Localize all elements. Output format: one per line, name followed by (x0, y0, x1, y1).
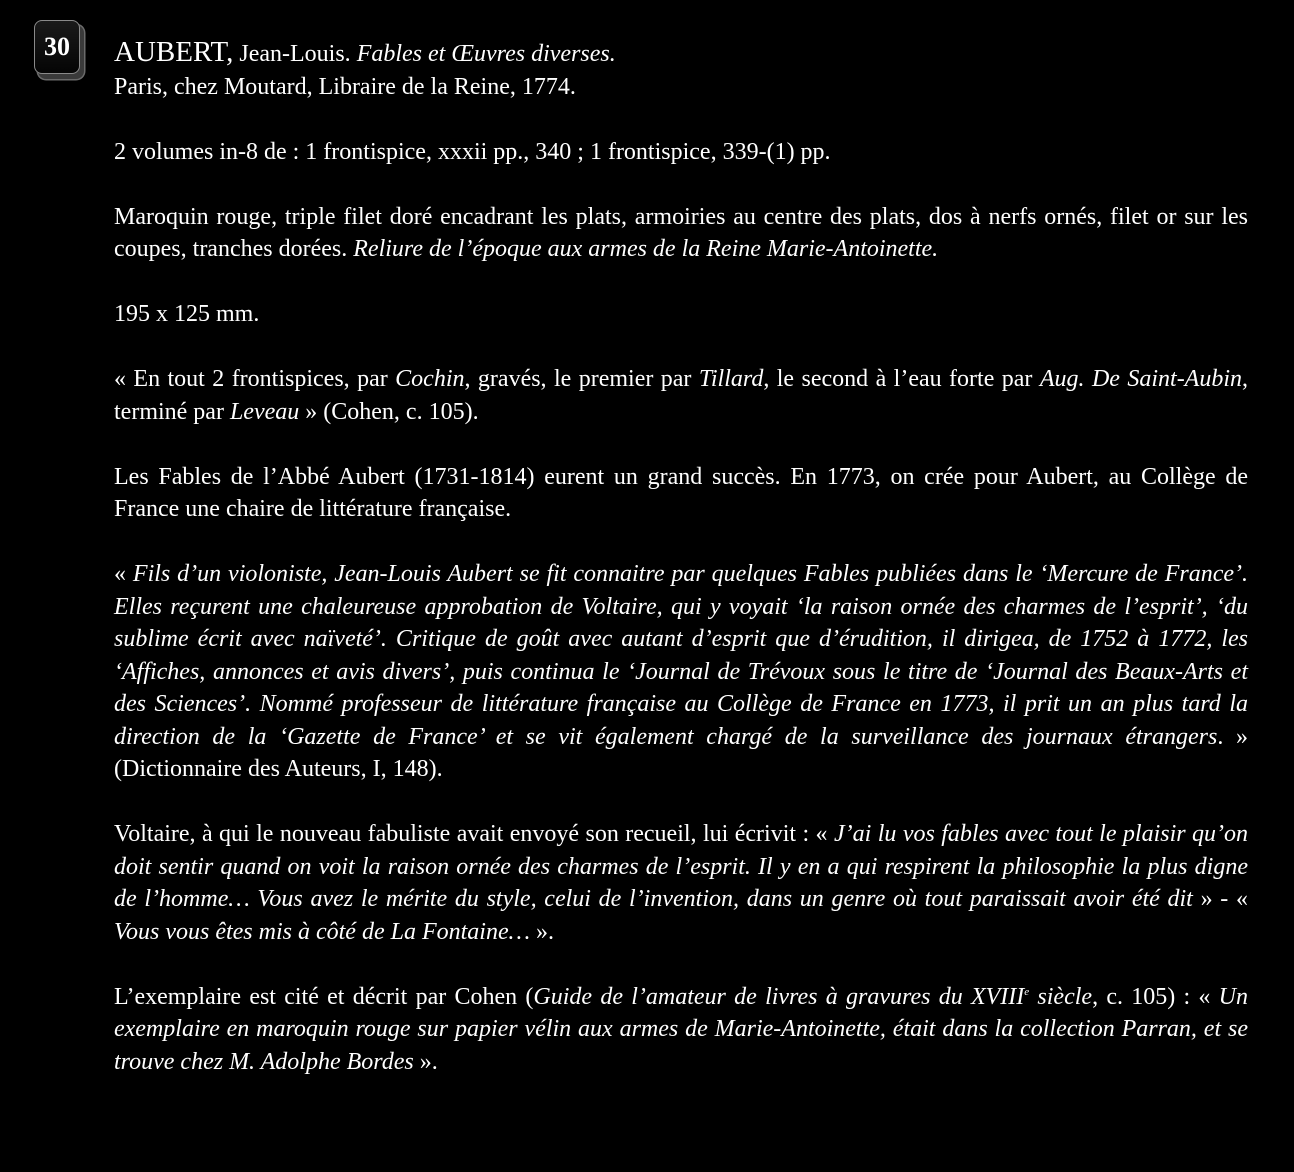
binding-italic: Reliure de l’époque aux armes de la Reine Marie-Antoinette. (353, 236, 939, 262)
entry-heading (114, 36, 1248, 71)
cohen-title: Guide de l’amateur de livres à gravures du XVIII (533, 983, 1025, 1010)
frontispieces-text: « En tout 2 frontispices, par (114, 366, 396, 392)
lot-number-badge (34, 20, 80, 74)
author-given-name: Jean-Louis. (233, 41, 357, 67)
cohen-text: ». (413, 1048, 438, 1075)
cohen-text: L’exemplaire est cité et décrit par Cohen ( (114, 983, 534, 1010)
frontispieces-note (114, 363, 1248, 428)
collation: 2 volumes in-8 de : 1 frontispice, xxxii pp., 340 ; 1 frontispice, 339-(1) pp. (114, 138, 831, 165)
artist-name: Leveau (229, 398, 300, 425)
fables-note: Les Fables de l’Abbé Aubert (1731-1814) eurent un grand succès. En 1773, on crée pour Aubert, au Collège de France une chaire de littérature française. (114, 463, 1248, 522)
binding-text: Maroquin rouge, triple filet doré encadrant les plats, armoiries au centre des plats, dos à nerfs ornés, filet or sur les coupes, tranches dorées. (114, 203, 1248, 262)
dictionary-quote (114, 558, 1248, 786)
dimensions: 195 x 125 mm. (114, 301, 260, 327)
cohen-title: siècle (1029, 983, 1093, 1010)
quote-close: . » (Dictionnaire des Auteurs, I, 148). (114, 723, 1249, 782)
voltaire-quote: J’ai lu vos fables avec tout le plaisir qu’on doit sentir quand on voit la raison ornée des charmes de l’esprit. Il y en a qui respirent la philosophie la plus digne de l’homme… Vous avez le mérite du style, celui de l’invention, dans un genre où tout paraissait avoir été dit (114, 821, 1249, 912)
voltaire-text: Voltaire, à qui le nouveau fabuliste avait envoyé son recueil, lui écrivit : « (114, 821, 834, 847)
artist-name: Aug. De Saint-Aubin (1039, 366, 1243, 392)
frontispieces-text: , terminé par (114, 366, 1249, 425)
voltaire-quote: Vous vous êtes mis à côté de La Fontaine… (114, 918, 530, 945)
author-surname: UBERT, (134, 36, 234, 68)
binding-description (114, 201, 1248, 266)
imprint: Paris, chez Moutard, Libraire de la Reine, 1774. (114, 73, 576, 100)
quote-open: « (114, 561, 133, 587)
century-superscript: e (1024, 985, 1030, 998)
lot-number: 30 (44, 31, 70, 61)
artist-name: Cochin (395, 366, 465, 392)
frontispieces-text: » (Cohen, c. 105). (299, 398, 479, 425)
catalogue-entry (114, 36, 1248, 1078)
quote-italic: Fils d’un violoniste, Jean-Louis Aubert se fit connaitre par quelques Fables publiées dans le ‘Mercure de France’. Elles reçurent une chaleureuse approbation de Voltaire, qui y voyait ‘la raison ornée des charmes de l’esprit’, ‘du sublime écrit avec naïveté’. Critique de goût avec autant d’esprit que d’érudition, il dirigea, de 1752 à 1772, les ‘Affiches, annonces et avis divers’, puis continua le ‘Journal de Trévoux sous le titre de ‘Journal des Beaux-Arts et des Sciences’. Nommé professeur de littérature française au Collège de France en 1773, il prit un an plus tard la direction de la ‘Gazette de France’ et se vit également chargé de la surveillance des journaux étrangers (114, 561, 1249, 750)
artist-name: Tillard (698, 366, 764, 392)
cohen-quote: Un exemplaire en maroquin rouge sur papier vélin aux armes de Marie-Antoinette, était dans la collection Parran, et se trouve chez M. Adolphe Bordes (114, 983, 1249, 1075)
book-title: Fables et Œuvres diverses. (356, 41, 616, 67)
voltaire-text: ». (529, 918, 554, 945)
voltaire-text: » - « (1192, 886, 1248, 912)
cohen-reference (114, 981, 1248, 1079)
frontispieces-text: , gravés, le premier par (464, 366, 699, 392)
author-initial: A (114, 36, 135, 68)
voltaire-letter (114, 818, 1248, 948)
cohen-text: , c. 105) : « (1092, 983, 1219, 1010)
frontispieces-text: , le second à l’eau forte par (763, 366, 1040, 392)
